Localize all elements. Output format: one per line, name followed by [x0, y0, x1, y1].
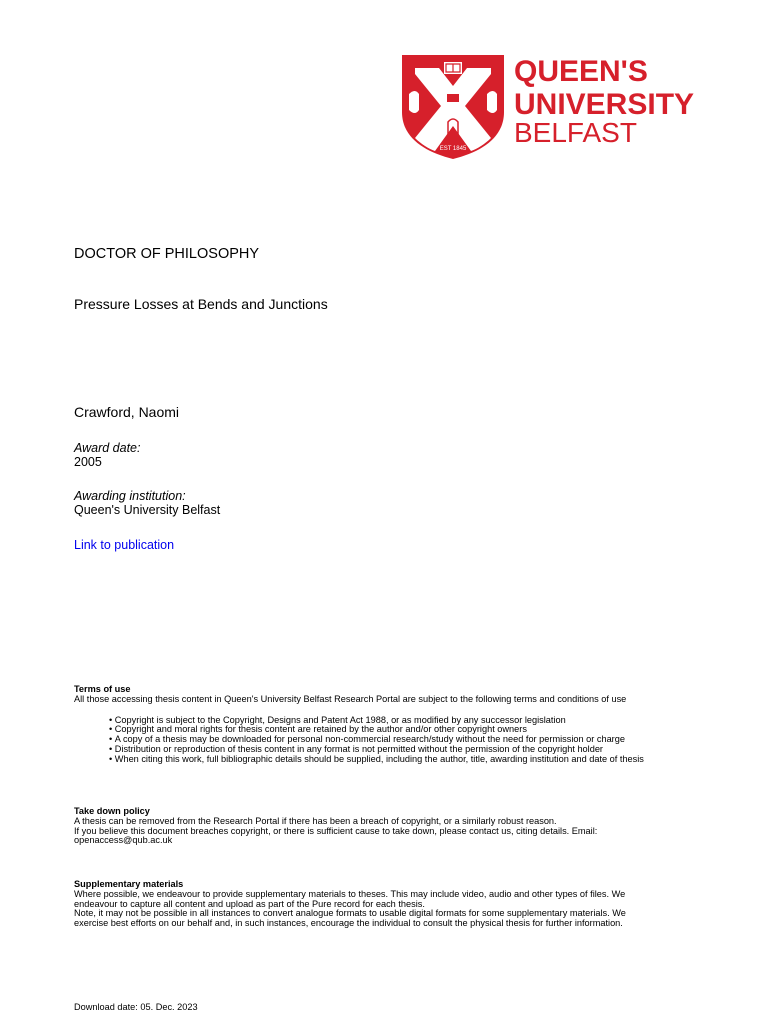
award-date-value: 2005: [74, 455, 102, 469]
terms-item: • Copyright is subject to the Copyright, Designs and Patent Act 1988, or as modified by any successor legislation: [109, 716, 734, 726]
take-down-policy-section: [74, 807, 694, 846]
terms-intro: All those accessing thesis content in Queen's University Belfast Research Portal are subject to the following terms and conditions of use: [74, 693, 627, 704]
degree-type: DOCTOR OF PHILOSOPHY: [74, 246, 260, 262]
takedown-line: If you believe this document breaches copyright, or there is sufficient cause to take down, please contact us, citing details. Email:: [74, 825, 598, 836]
terms-of-use-section: [74, 685, 734, 765]
terms-item: • A copy of a thesis may be downloaded for personal non-commercial research/study without the need for permission or charge: [109, 735, 734, 745]
supplementary-line: endeavour to capture all content and upload as part of the Pure record for each thesis.: [74, 898, 425, 909]
takedown-heading: Take down policy: [74, 806, 150, 816]
award-date-label: Award date:: [74, 441, 141, 455]
terms-item: • When citing this work, full bibliographic details should be supplied, including the author, title, awarding institution and date of thesis: [109, 755, 734, 765]
terms-heading: Terms of use: [74, 684, 131, 694]
supplementary-line: Where possible, we endeavour to provide supplementary materials to theses. This may include video, audio and other types of files. We: [74, 888, 626, 899]
supplementary-line: exercise best efforts on our behalf and, in such instances, encourage the individual to consult the physical thesis for further information.: [74, 918, 623, 929]
takedown-line: A thesis can be removed from the Research Portal if there has been a breach of copyright, or a similarly robust reason.: [74, 815, 557, 826]
takedown-email: openaccess@qub.ac.uk: [74, 835, 173, 846]
awarding-institution-block: [74, 489, 220, 517]
crest-shield-icon: [402, 55, 504, 159]
logo-line-university: UNIVERSITY: [514, 88, 695, 121]
award-date-block: [74, 441, 140, 469]
supplementary-materials-section: [74, 880, 704, 929]
logo-line-belfast: BELFAST: [514, 117, 637, 148]
thesis-title: Pressure Losses at Bends and Junctions: [74, 296, 328, 312]
author-name: Crawford, Naomi: [74, 404, 180, 420]
university-logo: [401, 54, 721, 160]
logo-line-queens: QUEEN'S: [514, 55, 648, 88]
crest-est-text: EST 1845: [439, 146, 467, 152]
awarding-institution-label: Awarding institution:: [74, 489, 186, 503]
download-date: Download date: 05. Dec. 2023: [74, 1002, 198, 1012]
terms-list: [109, 716, 734, 765]
supplementary-heading: Supplementary materials: [74, 879, 184, 889]
link-to-publication[interactable]: Link to publication: [74, 538, 175, 552]
terms-item: • Copyright and moral rights for thesis content are retained by the author and/or other copyright owners: [109, 725, 734, 735]
terms-item: • Distribution or reproduction of thesis content in any format is not permitted without the permission of the copyright holder: [109, 745, 734, 755]
awarding-institution-value: Queen's University Belfast: [74, 503, 221, 517]
supplementary-line: Note, it may not be possible in all instances to convert analogue formats to usable digital formats for some supplementary materials. We: [74, 908, 626, 919]
